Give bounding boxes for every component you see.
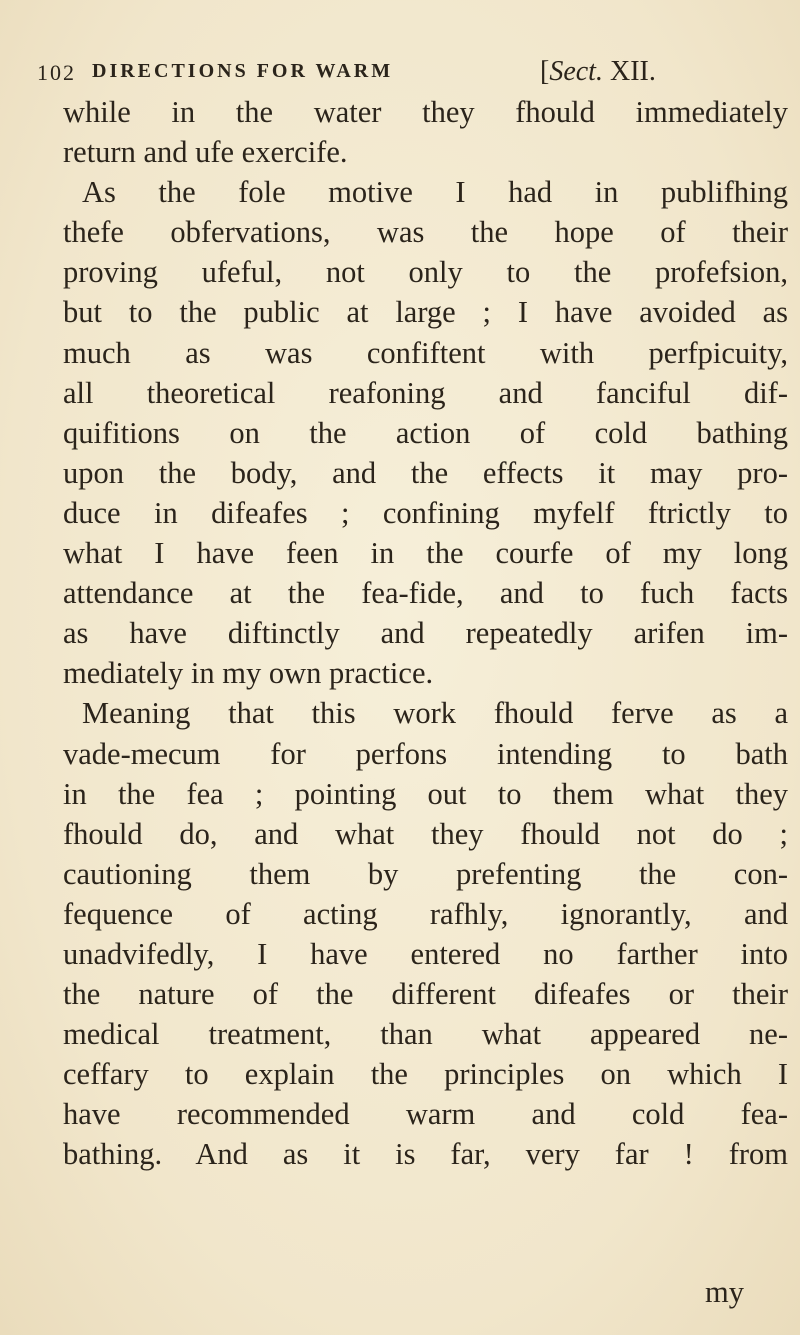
- text-line: but to the public at large ; I have avoided as: [63, 295, 788, 330]
- text-line: attendance at the fea-fide, and to fuch facts: [63, 576, 788, 611]
- text-line: in the fea ; pointing out to them what they: [63, 776, 788, 811]
- catchword: my: [705, 1275, 744, 1309]
- section-abbrev: Sect.: [549, 56, 603, 87]
- text-line: duce in difeafes ; confining myfelf ftrictly to: [63, 495, 788, 530]
- text-line: vade-mecum for perfons intending to bath: [63, 736, 788, 771]
- text-line: much as was confiftent with perfpicuity,: [63, 335, 788, 370]
- text-line: have recommended warm and cold fea-: [63, 1097, 788, 1132]
- text-line: while in the water they fhould immediately: [63, 95, 788, 129]
- text-line: fequence of acting rafhly, ignorantly, and: [63, 896, 788, 931]
- section-label: [540, 56, 656, 88]
- text-line: mediately in my own practice.: [63, 656, 434, 691]
- text-line: quifitions on the action of cold bathing: [63, 415, 788, 450]
- text-line: thefe obfervations, was the hope of their: [63, 215, 788, 250]
- section-bracket: [: [540, 56, 550, 87]
- page-number: 102: [37, 60, 76, 85]
- text-line: upon the body, and the effects it may pro-: [63, 455, 788, 490]
- text-line: unadvifedly, I have entered no farther into: [63, 936, 788, 971]
- text-line: As the fole motive I had in publifhing: [82, 175, 788, 210]
- text-line: bathing. And as it is far, very far ! from: [63, 1137, 788, 1172]
- text-line: Meaning that this work fhould ferve as a: [82, 696, 788, 731]
- text-line: cautioning them by prefenting the con-: [63, 856, 788, 891]
- text-line: all theoretical reafoning and fanciful dif-: [63, 375, 788, 410]
- text-line: as have diftinctly and repeatedly arifen im-: [63, 616, 788, 651]
- body-text: [63, 92, 788, 1175]
- section-number: XII.: [609, 56, 656, 87]
- text-line: return and ufe exercife.: [63, 135, 348, 170]
- text-line: medical treatment, than what appeared ne-: [63, 1017, 788, 1052]
- text-line: what I have feen in the courfe of my long: [63, 536, 788, 571]
- text-line: fhould do, and what they fhould not do ;: [63, 816, 788, 851]
- text-line: proving ufeful, not only to the profefsion,: [63, 255, 788, 290]
- text-line: the nature of the different difeafes or their: [63, 977, 788, 1012]
- text-line: ceffary to explain the principles on which I: [63, 1057, 788, 1092]
- running-title: DIRECTIONS FOR WARM: [92, 60, 394, 82]
